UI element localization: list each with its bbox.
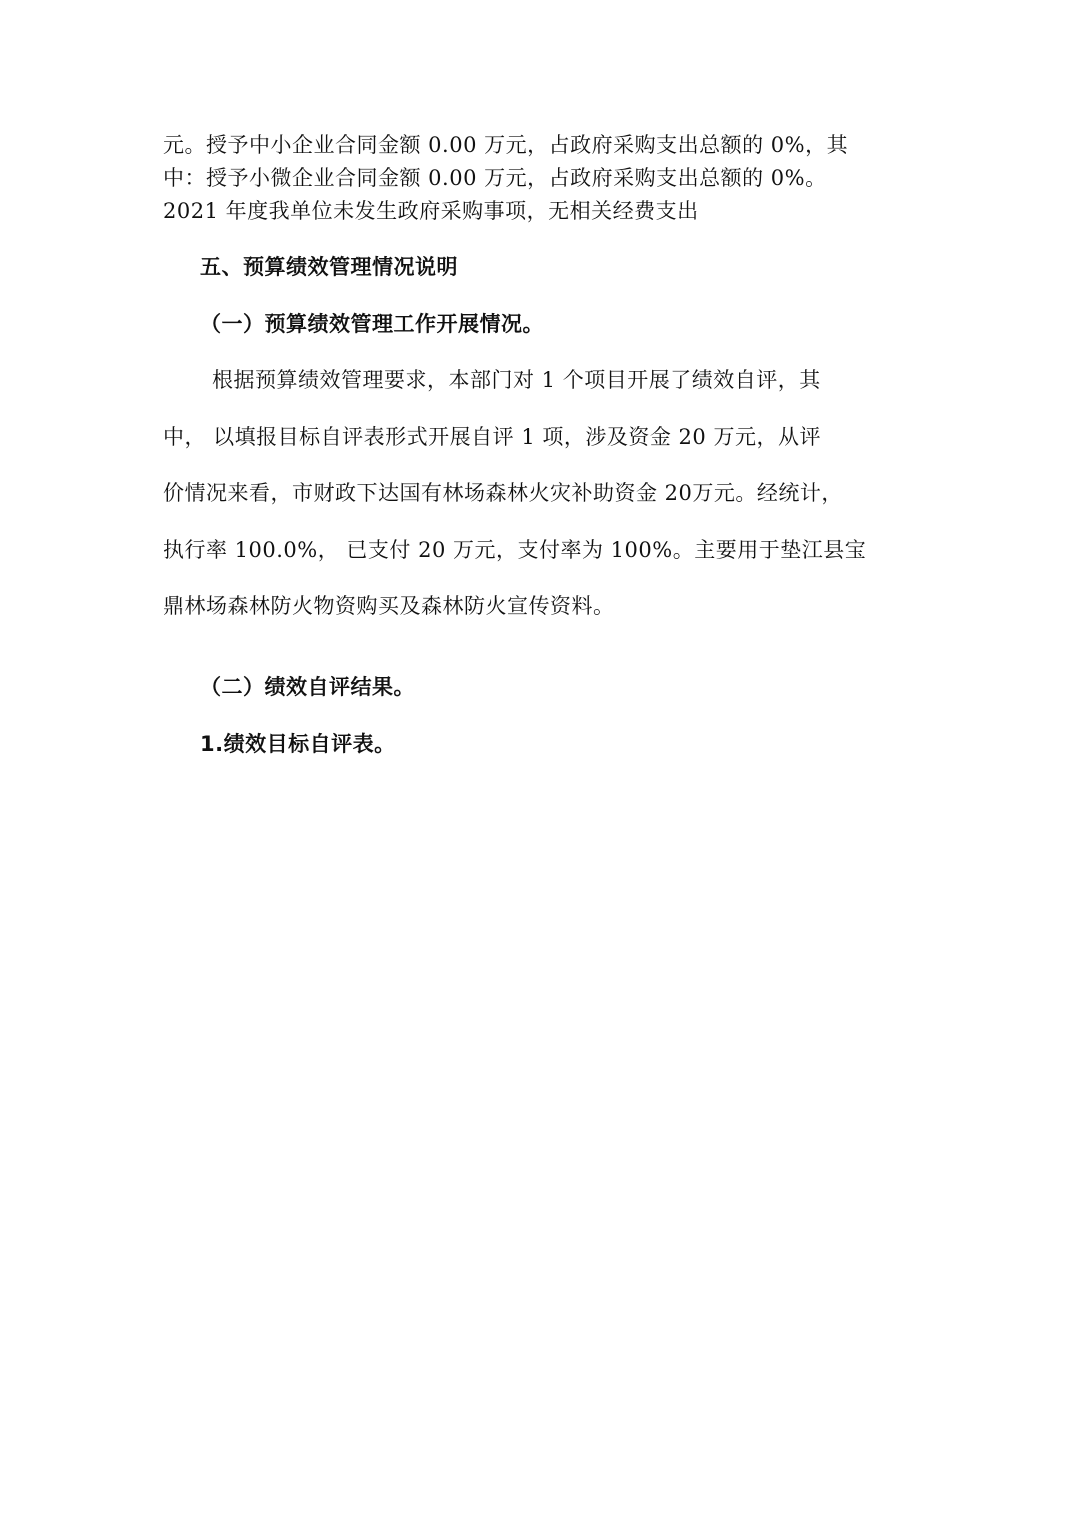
subsection-2-heading: （二）绩效自评结果。	[200, 675, 415, 699]
subsection-1-heading: （一）预算绩效管理工作开展情况。	[200, 312, 544, 336]
paragraph-line-2: 中， 以填报目标自评表形式开展自评 1 项，涉及资金 20 万元，从评	[163, 425, 821, 449]
paragraph-line-4: 执行率 100.0%， 已支付 20 万元，支付率为 100%。主要用于垫江县宝	[163, 538, 867, 562]
paragraph-line-3: 价情况来看，市财政下达国有林场森林火灾补助资金 20万元。经统计，	[163, 481, 843, 505]
item-1-heading: 1.绩效目标自评表。	[200, 732, 396, 756]
intro-line-2: 中：授予小微企业合同金额 0.00 万元，占政府采购支出总额的 0%。	[163, 166, 827, 190]
paragraph-line-1: 根据预算绩效管理要求，本部门对 1 个项目开展了绩效自评，其	[212, 368, 821, 392]
paragraph-line-5: 鼎林场森林防火物资购买及森林防火宣传资料。	[163, 594, 615, 618]
intro-line-3: 2021 年度我单位未发生政府采购事项，无相关经费支出	[163, 199, 699, 223]
intro-line-1: 元。授予中小企业合同金额 0.00 万元，占政府采购支出总额的 0%，其	[163, 133, 849, 157]
section-5-heading: 五、预算绩效管理情况说明	[200, 255, 458, 279]
